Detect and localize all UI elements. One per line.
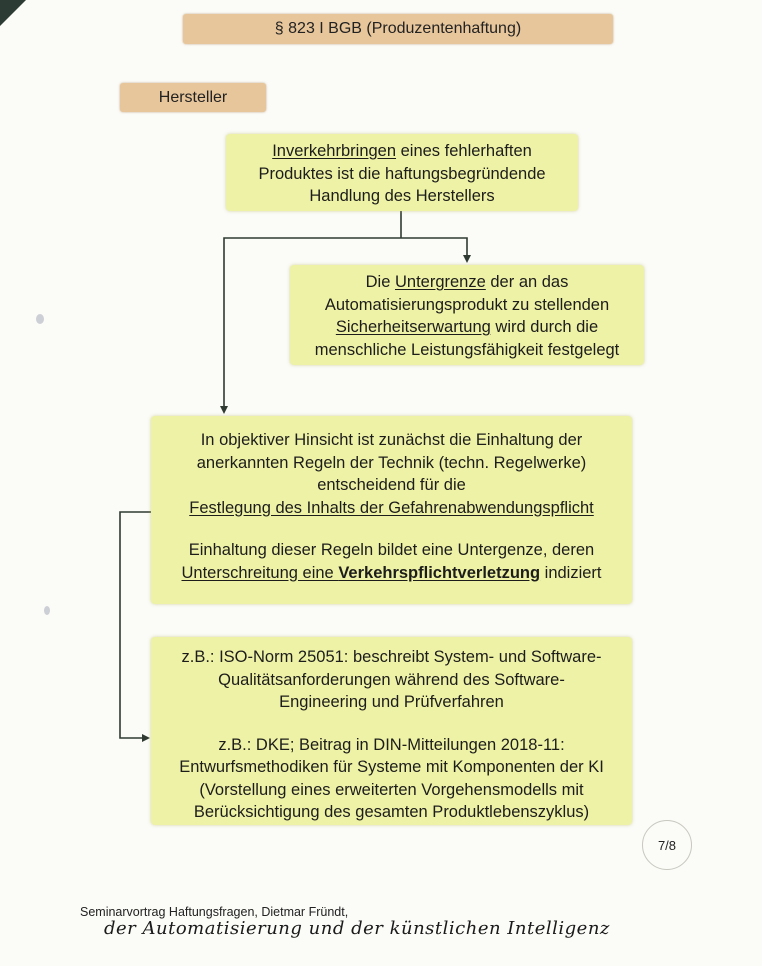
box2-line1-pre: Die: [365, 273, 395, 291]
underlined-term: Inverkehrbringen: [272, 142, 397, 160]
box2-line4: menschliche Leistungsfähigkeit festgelegt: [314, 340, 620, 359]
underlined-term: Untergrenze: [394, 273, 486, 291]
spacer: [151, 714, 632, 734]
box3-line3: entscheidend für die: [317, 476, 466, 494]
box3-line6: [151, 562, 632, 585]
box4-p2-line4: Berücksichtigung des gesamten Produktlebenszyklus): [193, 803, 590, 821]
page-number-text: 7/8: [657, 837, 677, 853]
box4-p2-line1: z.B.: DKE; Beitrag in DIN-Mitteilungen 2018-11:: [218, 735, 565, 754]
box-regeln-der-technik: [151, 416, 632, 604]
box1-line1-text: eines fehlerhaften: [396, 142, 532, 160]
box1-line1: [226, 140, 578, 163]
underlined-term: Festlegung des Inhalts der Gefahrenabwendungspflicht: [189, 498, 594, 517]
box3-line6-post: indiziert: [540, 563, 602, 582]
box-inverkehrbringen: [226, 134, 578, 211]
page-number: [642, 820, 692, 870]
box4-p1-line1: z.B.: ISO-Norm 25051: beschreibt System- und Software-: [181, 648, 602, 666]
box2-line3: [290, 316, 644, 339]
scan-smudge: [36, 314, 44, 324]
underlined-term: Sicherheitserwartung: [335, 318, 491, 336]
section-label: [120, 83, 266, 112]
footer-text: Seminarvortrag Haftungsfragen, Dietmar Fründt,: [80, 905, 349, 919]
box3-line2: anerkannten Regeln der Technik (techn. Regelwerke): [196, 453, 587, 472]
handwritten-note: der Automatisierung und der künstlichen Intelligenz: [104, 918, 610, 939]
scan-smudge: [44, 606, 50, 615]
bold-term: Verkehrspflichtverletzung: [338, 563, 541, 582]
box-untergrenze: [290, 265, 644, 365]
box1-line3: Handlung des Herstellers: [309, 187, 495, 205]
box2-line3-post: wird durch die: [490, 318, 599, 336]
box2-line1-post: der an das: [485, 273, 569, 291]
connector-box1-to-box2: [401, 238, 467, 259]
box3-line1: In objektiver Hinsicht ist zunächst die Einhaltung der: [200, 431, 583, 449]
box3-line4: [151, 497, 632, 520]
underlined-term: Unterschreitung eine: [181, 563, 339, 582]
page-title: [183, 14, 613, 44]
box-beispiele: [151, 637, 632, 825]
box2-line2: Automatisierungsprodukt zu stellenden: [324, 295, 610, 314]
box3-line5: Einhaltung dieser Regeln bildet eine Untergenze, deren: [188, 541, 595, 559]
box4-p1-line2: Qualitätsanforderungen während des Software-: [218, 670, 565, 689]
box1-line2: Produktes ist die haftungsbegründende: [258, 164, 546, 183]
page-title-text: § 823 I BGB (Produzentenhaftung): [274, 20, 522, 37]
spacer: [151, 519, 632, 539]
box4-p2-line2: Entwurfsmethodiken für Systeme mit Komponenten der KI: [179, 758, 604, 776]
section-label-text: Hersteller: [158, 88, 228, 106]
box2-line1: [290, 271, 644, 294]
box4-p2-line3: (Vorstellung eines erweiterten Vorgehensmodells mit: [199, 780, 584, 799]
box4-p1-line3: Engineering und Prüfverfahren: [279, 693, 504, 711]
connector-box3-to-box4: [120, 512, 151, 738]
